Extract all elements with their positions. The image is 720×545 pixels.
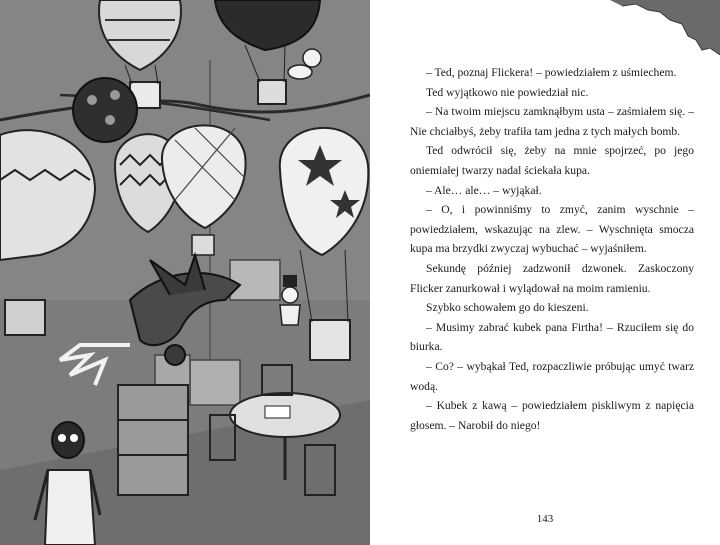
paragraph: – Co? – wybąkał Ted, rozpaczliwie próbując umyć twarz wodą.: [410, 359, 694, 393]
paragraph: – Musimy zabrać kubek pana Firtha! – Rzuciłem się do biurka.: [410, 320, 694, 354]
torn-corner: [610, 0, 720, 55]
paragraph: – Ted, poznaj Flickera! – powiedziałem z uśmiechem.: [426, 66, 677, 79]
paragraph: – Na twoim miejscu zamknąłbym usta – zaśmiałem się. – Nie chciałbyś, żeby trafiła tam jedna z tych małych bomb.: [410, 105, 694, 138]
paragraph: – Ale… ale… – wyjąkał.: [426, 183, 542, 197]
paragraph: – O, i powinniśmy to zmyć, zanim wyschnie – powiedziałem, wskazując na zlew. – Wyschnięta smocza kupa ma brzydki zwyczaj wybuchać – wyjaśniłem.: [410, 203, 694, 256]
paragraph: Ted wyjątkowo nie powiedział nic.: [426, 85, 589, 99]
paragraph: Sekundę później zadzwonił dzwonek. Zaskoczony Flicker zanurkował i wylądował na moim ramieniu.: [410, 261, 694, 295]
paragraph: Ted odwrócił się, żeby na mnie spojrzeć, po jego oniemiałej twarzy nadal ściekała kupa.: [410, 144, 694, 177]
paragraph: Szybko schowałem go do kieszeni.: [426, 301, 589, 315]
page-number: 143: [536, 513, 554, 525]
story-text: [410, 63, 694, 435]
paragraph: – Kubek z kawą – powiedziałem piskliwym z napięcia głosem. – Narobił do niego!: [410, 399, 694, 432]
text-page: [370, 0, 720, 545]
